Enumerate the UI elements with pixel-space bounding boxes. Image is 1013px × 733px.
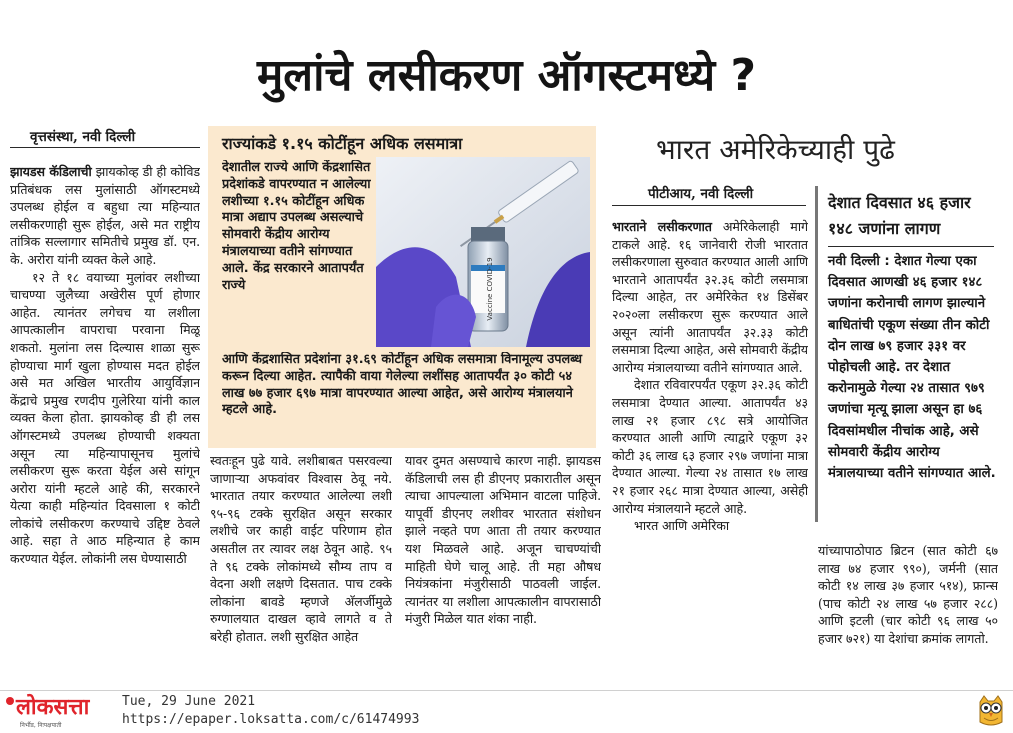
mid-column-1 <box>210 452 392 684</box>
headline: मुलांचे लसीकरण ऑगस्टमध्ये ? <box>257 50 756 101</box>
vaccine-vial-image <box>376 157 590 347</box>
logo-dot-icon <box>6 697 14 705</box>
infection-sidebar <box>815 186 1000 522</box>
right-lead-bold: भारताने लसीकरणात <box>612 219 712 234</box>
right-para-3: भारत आणि अमेरिका <box>634 518 730 534</box>
right-para-1: अमेरिकेलाही मागे टाकले आहे. १६ जानेवारी रोजी भारतात लसीकरणाला सुरुवात करण्यात आली आणि भारताने आतापर्यंत ३२.३६ कोटी लसमात्रा दिल्या आहेत, तर अमेरिकेत १४ डिसेंबर २०२०ला लसीकरण सुरू करण्यात आले असून त्यांनी आतापर्यंत ३२.३३ कोटी लसमात्रा दिल्या आहेत, असे सोमवारी केंद्रीय आरोग्य मंत्रालयाच्या वतीने सांगण्यात आले. <box>612 219 808 375</box>
right-subhead: भारत अमेरिकेच्याही पुढे <box>656 133 895 166</box>
sidebar-text: देशात गेल्या एका दिवसात आणखी ४६ हजार १४८ जणांना करोनाची लागण झाल्याने बाधितांची एकूण संख्या तीन कोटी दोन लाख ७९ हजार ३३१ वर पोहोचली आहे. तर देशात करोनामुळे गेल्या २४ तासात ९७९ जणांचा मृत्यू झाला असून हा ७६ दिवसांमधील नीचांक आहे, असे सोमवारी केंद्रीय आरोग्य मंत्रालयाच्या वतीने सांगण्यात आले. <box>828 254 996 482</box>
vial-label: Vaccine COVID-19 <box>486 257 494 321</box>
box-title: राज्यांकडे १.१५ कोटींहून अधिक लसमात्रा <box>222 134 463 153</box>
edition-date: Tue, 29 June 2021 <box>122 694 256 709</box>
epaper-url[interactable]: https://epaper.loksatta.com/c/61474993 <box>122 712 420 727</box>
left-lead-bold: झायडस कॅडिलाची <box>10 164 92 179</box>
left-para-1: झायकोव्ह डी ही कोविड प्रतिबंधक लस मुलांसाठी ऑगस्टमध्ये उपलब्ध होईल व बहुधा त्या महिन्यात लसीकरणाही सुरू होईल, असे मत राष्ट्रीय तांत्रिक सल्लागार समितीचे प्रमुख डॉ. एन. के. अरोरा यांनी व्यक्त केले आहे. <box>10 164 200 267</box>
owl-icon-svg <box>976 694 1006 728</box>
mid-col-2-text: यावर दुमत असण्याचे कारण नाही. झायडस कॅडिलाची लस ही डीएनए प्रकारातील असून त्याचा आपल्याला अभिमान वाटला पाहिजे. यापूर्वी डीएनए लशीवर भारतात संशोधन झाले नव्हते पण आता ती तयार करण्यात यश मिळवले आहे. अजून चाचण्यांची माहिती घेणे चालू आहे. ती महा औषध नियंत्रकांना मंजुरीसाठी पाठवली जाईल. त्यानंतर या लशीला आपत्कालीन वापरासाठी मंजुरी मिळेल यात शंका नाही. <box>405 453 601 627</box>
right-story-column <box>612 218 808 686</box>
left-story-column <box>10 163 200 685</box>
right-byline: पीटीआय, नवी दिल्ली <box>648 186 754 202</box>
box-text-bottom: आणि केंद्रशासित प्रदेशांना ३१.६९ कोटींहून अधिक लसमात्रा विनामूल्य उपलब्ध करून दिल्या आहेत. त्यापैकी वाया गेलेल्या लशींसह आतापर्यंत ३० कोटी ५४ लाख ७७ हजार ६९७ मात्रा वापरण्यात आल्या आहेत, असे आरोग्य मंत्रालयाने म्हटले आहे. <box>222 352 583 418</box>
sidebar-rule <box>828 246 994 247</box>
right-para-2: देशात रविवारपर्यंत एकूण ३२.३६ कोटी लसमात्रा देण्यात आल्या. आतापर्यंत ४३ लाख २१ हजार ८९८ सत्रे आयोजित करण्यात आली आणि त्याद्वारे एकूण ३२ कोटी ३६ लाख ६३ हजार २९७ जणांना मात्रा देण्यात आल्या. गेल्या २४ तासात १७ लाख २१ हजार २६८ मात्रा देण्यात आल्या, असेही आरोग्य मंत्रालयाने म्हटले आहे. <box>612 377 808 516</box>
byline-rule <box>10 147 200 148</box>
sidebar-title: देशात दिवसात ४६ हजार १४८ जणांना लागण <box>828 193 971 238</box>
right-bottom-column <box>818 542 998 686</box>
logo-tagline: निर्भीड, निःपक्षपाती <box>20 722 62 729</box>
mid-col-1-text: स्वतःहून पुढे यावे. लशीबाबत पसरवल्या जाणाऱ्या अफवांवर विश्वास ठेवू नये. भारतात तयार करण्यात आलेल्या लशी ९५-९६ टक्के सुरक्षित असून सरकार लशीचे जर काही वाईट परिणाम होत असतील तर त्यावर लक्ष ठेवून आहे. ९५ ते ९६ टक्के लोकांमध्ये सौम्य ताप व वेदना अशी लक्षणे दिसतात. पाच टक्के लोकांना बावडे म्हणजे अ‍ॅलर्जीमुळे रुग्णालयात दाखल व्हावे लागते व ते बरेही होतात. लशी सुरक्षित आहेत <box>210 453 392 644</box>
footer-divider <box>0 690 1013 691</box>
loksatta-logo <box>6 697 118 729</box>
logo-text: लोकसत्ता <box>16 695 90 720</box>
owl-icon[interactable] <box>976 694 1006 728</box>
right-para-4: यांच्यापाठोपाठ ब्रिटन (सात कोटी ६७ लाख ७४ हजार ९९०), जर्मनी (सात कोटी १४ लाख ३७ हजार ५१४), फ्रान्स (पाच कोटी २४ लाख ५७ हजार २८८) आणि इटली (चार कोटी ९६ लाख ५० हजार ७२१) या देशांचा क्रमांक लागतो. <box>818 543 998 646</box>
left-para-2: १२ ते १८ वयाच्या मुलांवर लशीच्या चाचण्या जुलैच्या अखेरीस पूर्ण होणार आहेत. त्यानंतर लगेचच या लशीला आपत्कालीन वापराचा परवाना मिळू शकतो. मुलांना लस दिल्यास शाळा सुरू होण्याचा मार्ग खुला होण्यास मदत होईल असे मत अखिल भारतीय आयुर्विज्ञान केंद्राचे प्रमुख रणदीप गुलेरिया यांनी काल व्यक्त केला होता. झायकोव्ह डी ही लस ऑगस्टमध्ये उपलब्ध होण्याची शक्यता असून त्या महिन्यापासूनच मुलांचे लसीकरण सुरू करता येईल असे सांगून अरोरा यांनी म्हटले आहे की, सरकारने येत्या काही महिन्यांत दिवसाला १ कोटी लोकांचे लसीकरण करण्याचे उद्दिष्ट ठेवले आहे. सहा ते आठ महिन्यात हे काम करण्यात येईल. लोकांनी लस घेण्यासाठी <box>10 269 200 567</box>
sidebar-body <box>818 251 1000 484</box>
left-byline: वृत्तसंस्था, नवी दिल्ली <box>30 129 136 145</box>
mid-column-2 <box>405 452 601 684</box>
vaccine-photo <box>376 157 590 347</box>
right-byline-rule <box>612 205 806 206</box>
box-text-top: देशातील राज्ये आणि केंद्रशासित प्रदेशांकडे वापरण्यात न आलेल्या लशीच्या १.१५ कोटींहून अधिक मात्रा अद्याप उपलब्ध असल्याचे सोमवारी केंद्रीय आरोग्य मंत्रालयाच्या वतीने सांगण्यात आले. केंद्र सरकारने आतापर्यंत राज्ये <box>222 160 371 293</box>
sidebar-lead: नवी दिल्ली : <box>828 254 890 269</box>
